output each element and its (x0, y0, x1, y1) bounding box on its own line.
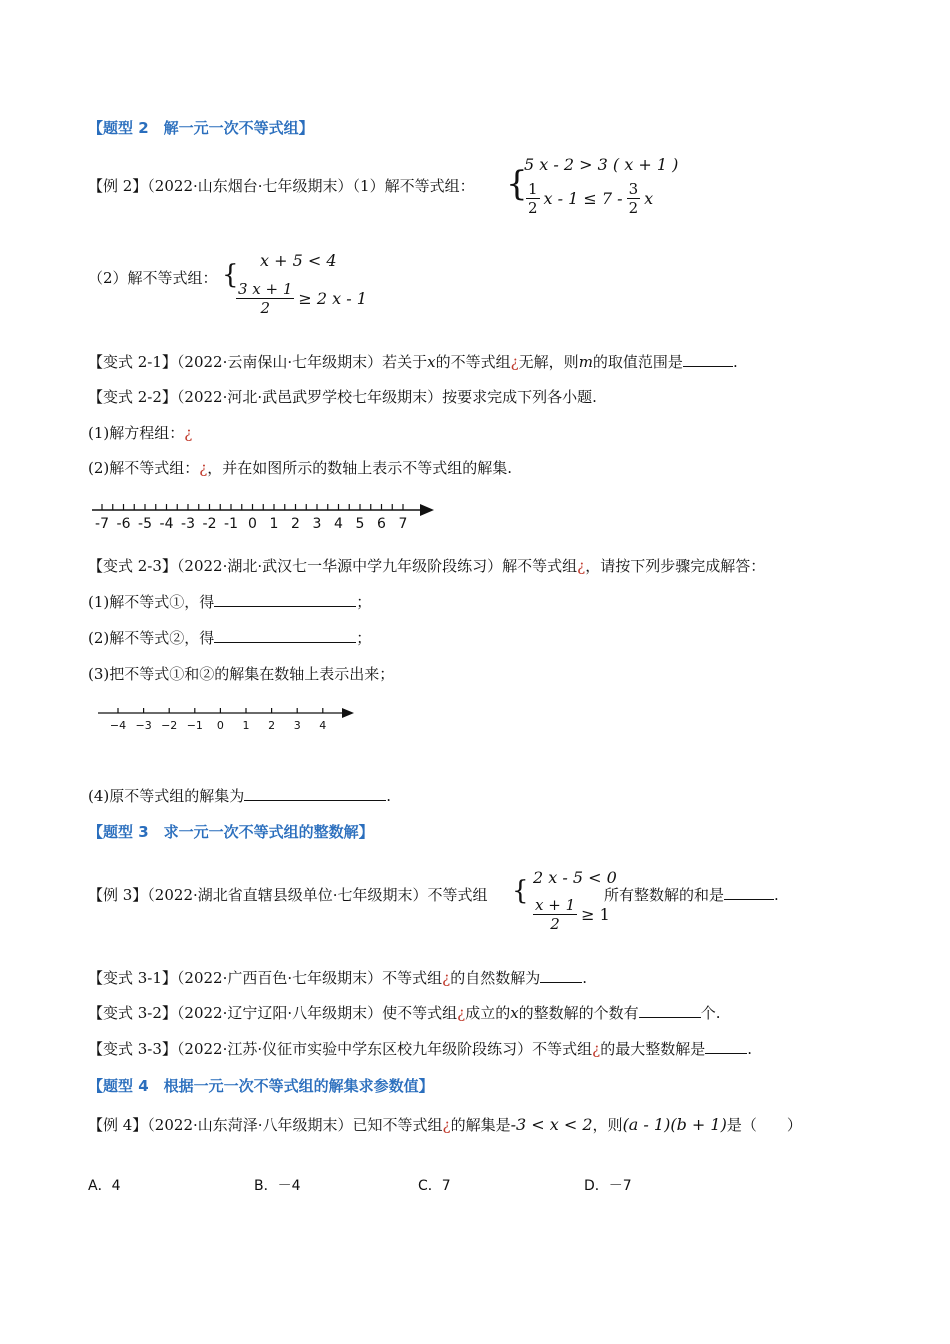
example2-part2-label: （2）解不等式组： (88, 269, 218, 287)
example2-label: 【例 2】（2022·山东烟台·七年级期末）（1）解不等式组： (88, 177, 475, 195)
tick-label: 3 (312, 516, 322, 532)
number-line-1 (88, 498, 440, 532)
tick-label: 1 (269, 516, 279, 532)
variant-2-2-q1: (1)解方程组：¿ (88, 424, 193, 442)
tick-label: 6 (377, 516, 386, 532)
brace-icon: { (512, 876, 529, 906)
brace-icon: { (222, 260, 239, 290)
variant-2-3-step4: (4)原不等式组的解集为 . (88, 787, 392, 805)
answer-blank[interactable] (214, 628, 356, 643)
type2-heading: 【题型 2 解一元一次不等式组】 (88, 119, 314, 137)
variant-2-2-q2: (2)解不等式组：¿，并在如图所示的数轴上表示不等式组的解集. (88, 459, 513, 477)
example3-inequality-1: 2 x - 5 < 0 (533, 868, 617, 887)
example3-question: 所有整数解的和是 . (604, 886, 779, 904)
variant-2-3: 【变式 2-3】（2022·湖北·武汉七一华源中学九年级阶段练习）解不等式组¿，请按下列步骤完成解答： (88, 557, 766, 575)
tick-label: -5 (138, 516, 152, 532)
fraction: $\frac{x + 1}{2}$ (535, 896, 576, 933)
example3-label: 【例 3】（2022·湖北省直辖县级单位·七年级期末）不等式组 (88, 886, 488, 904)
tick-label: 2 (268, 719, 276, 732)
example2-inequality-1: 5 x - 2 > 3 ( x + 1 ) (524, 155, 679, 174)
variant-3-1: 【变式 3-1】（2022·广西百色·七年级期末）不等式组¿的自然数解为 . (88, 969, 587, 987)
brace-icon: { (506, 164, 528, 204)
answer-blank[interactable] (214, 592, 356, 607)
tick-label: −3 (135, 719, 152, 732)
arrow-icon (420, 504, 434, 516)
tick-label: −4 (109, 719, 127, 732)
option-a[interactable]: A．4 (88, 1178, 121, 1194)
tick-label: −1 (186, 719, 203, 732)
variant-2-1: 【变式 2-1】（2022·云南保山·七年级期末）若关于x的不等式组¿无解，则m的取值范围是 . (88, 353, 738, 371)
example4: 【例 4】（2022·山东菏泽·八年级期末）已知不等式组¿的解集是-3 < x < 2，则(a - 1)(b + 1)是（ ） (88, 1115, 802, 1134)
example2b-inequality-1: x + 5 < 4 (260, 251, 337, 270)
tick-label: −2 (161, 719, 178, 732)
tick-label: -7 (95, 516, 109, 532)
variant-2-3-step1: (1)解不等式①，得 ； (88, 593, 372, 611)
fraction: 1 2 (528, 180, 538, 217)
tick-label: -2 (202, 516, 217, 532)
number-line-2 (96, 704, 358, 734)
type3-heading: 【题型 3 求一元一次不等式组的整数解】 (88, 823, 374, 841)
example2-inequality-2: 1 2 x - 1 ≤ 7 - 3 2 x (528, 180, 654, 217)
option-b[interactable]: B．－4 (254, 1178, 301, 1194)
tick-label: -3 (181, 516, 195, 532)
tick-label: 0 (216, 719, 224, 732)
tick-label: 1 (242, 719, 250, 732)
answer-blank[interactable] (540, 968, 582, 983)
tick-label: 3 (293, 719, 301, 732)
tick-label: -6 (116, 516, 131, 532)
option-c[interactable]: C．7 (418, 1178, 451, 1194)
tick-label: -4 (159, 516, 174, 532)
fraction: 3 2 (628, 180, 639, 217)
option-d[interactable]: D．－7 (584, 1178, 632, 1194)
tick-label: 7 (398, 516, 408, 532)
variant-2-2: 【变式 2-2】（2022·河北·武邑武罗学校七年级期末）按要求完成下列各小题. (88, 388, 597, 406)
tick-label: -1 (224, 516, 238, 532)
arrow-icon (342, 708, 354, 718)
type4-heading: 【题型 4 根据一元一次不等式组的解集求参数值】 (88, 1077, 434, 1095)
answer-blank[interactable] (724, 885, 774, 900)
answer-blank[interactable] (639, 1003, 701, 1018)
answer-blank[interactable] (705, 1039, 747, 1054)
example3-inequality-2: $\frac{x + 1}{2}$ ≥ 1 (535, 896, 610, 933)
variant-3-2: 【变式 3-2】（2022·辽宁辽阳·八年级期末）使不等式组¿成立的x的整数解的个数有 个. (88, 1004, 721, 1022)
tick-label: 5 (355, 516, 365, 532)
example2b-inequality-2: $\frac{3 x + 1}{2}$ ≥ 2 x - 1 (238, 280, 367, 317)
fraction: $\frac{3 x + 1}{2}$ (238, 280, 293, 317)
tick-label: 0 (248, 516, 257, 532)
variant-3-3: 【变式 3-3】（2022·江苏·仪征市实验中学东区校九年级阶段练习）不等式组¿的最大整数解是 . (88, 1040, 752, 1058)
tick-label: 2 (291, 516, 300, 532)
tick-label: 4 (334, 516, 343, 532)
variant-2-3-step2: (2)解不等式②，得 ； (88, 629, 372, 647)
variant-2-3-step3: (3)把不等式①和②的解集在数轴上表示出来； (88, 665, 395, 683)
tick-label: 4 (319, 719, 327, 732)
answer-blank[interactable] (683, 352, 733, 367)
answer-blank[interactable] (244, 786, 386, 801)
